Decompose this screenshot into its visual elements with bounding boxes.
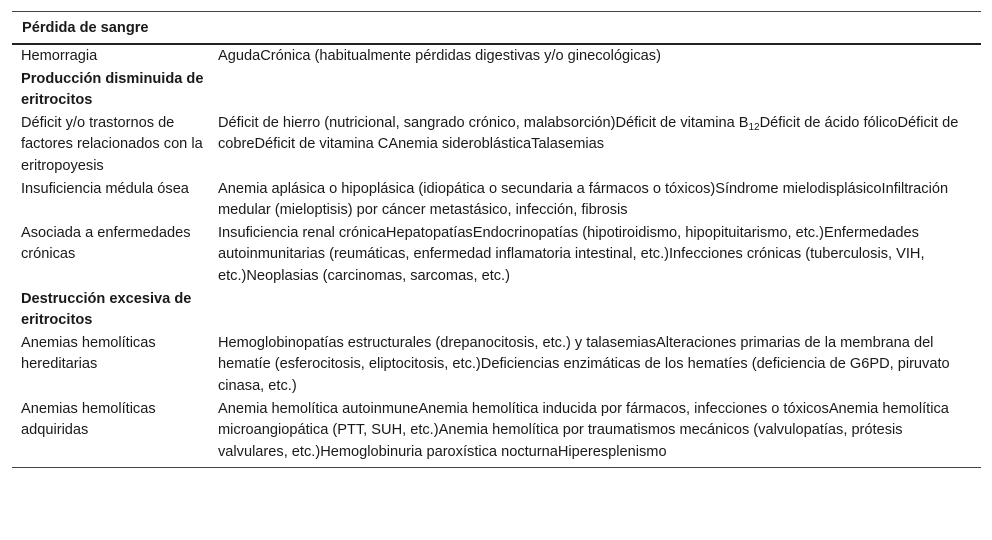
row-label: Asociada a enfermedades crónicas — [21, 224, 191, 263]
section-heading: Destrucción excesiva de eritrocitos — [21, 290, 192, 329]
subscript-12: 12 — [748, 121, 760, 133]
row-content: Anemia aplásica o hipoplásica (idiopática o secundaria a fármacos o tóxicos)Síndrome mielodisplásicoInfiltración medular (mieloptisis) por cáncer metastásico, infección, fibrosis — [218, 180, 949, 219]
anemia-causes-table — [12, 11, 981, 468]
row-content — [218, 68, 981, 112]
table-row — [12, 112, 981, 178]
table-row — [12, 178, 981, 222]
row-label: Insuficiencia médula ósea — [21, 180, 189, 197]
row-content — [218, 288, 981, 332]
row-content-part: Déficit de ácido fólicoDéficit de cobreDéficit de vitamina CAnemia sideroblásticaTalasemias — [218, 114, 959, 153]
row-content: AgudaCrónica (habitualmente pérdidas digestivas y/o ginecológicas) — [218, 48, 661, 64]
row-label: Hemorragia — [21, 48, 98, 64]
row-content: Anemia hemolítica autoinmuneAnemia hemolítica inducida por fármacos, infecciones o tóxicosAnemia hemolítica microangiopática (PTT, SUH, etc.)Anemia hemolítica por traumatismos mecánicos (valvulopatías, prótesis valvulares, etc.)Hemoglobinuria paroxística nocturnaHiperesplenismo — [218, 398, 981, 468]
row-content-part: Déficit de hierro (nutricional, sangrado crónico, malabsorción)Déficit de vitamina B — [218, 114, 749, 131]
section-row — [12, 288, 981, 332]
table-row — [12, 222, 981, 288]
row-content: Hemoglobinopatías estructurales (drepanocitosis, etc.) y talasemiasAlteraciones primarias de la membrana del hematíe (esferocitosis, eliptocitosis, etc.)Deficiencias enzimáticas de los hematíes (deficiencia de G6PD, piruvato cinasa, etc.) — [218, 334, 950, 394]
row-content — [218, 112, 981, 178]
section-heading: Producción disminuida de eritrocitos — [21, 70, 204, 109]
table-header-cell: Pérdida de sangre — [12, 12, 981, 45]
row-label: Anemias hemolíticas hereditarias — [21, 334, 156, 373]
row-label: Déficit y/o trastornos de factores relacionados con la eritropoyesis — [21, 114, 203, 174]
table-header-row — [12, 12, 981, 45]
table-row — [12, 398, 981, 468]
table-row — [12, 332, 981, 398]
row-content: Insuficiencia renal crónicaHepatopatíasEndocrinopatías (hipotiroidismo, hipopituitarismo, etc.)Enfermedades autoinmunitarias (reumáticas, enfermedad inflamatoria intestinal, etc.)Infecciones crónicas (tuberculosis, VIH, etc.)Neoplasias (carcinomas, sarcomas, etc.) — [218, 224, 925, 284]
section-row — [12, 68, 981, 112]
row-label: Anemias hemolíticas adquiridas — [12, 398, 218, 468]
table-row — [12, 44, 981, 68]
